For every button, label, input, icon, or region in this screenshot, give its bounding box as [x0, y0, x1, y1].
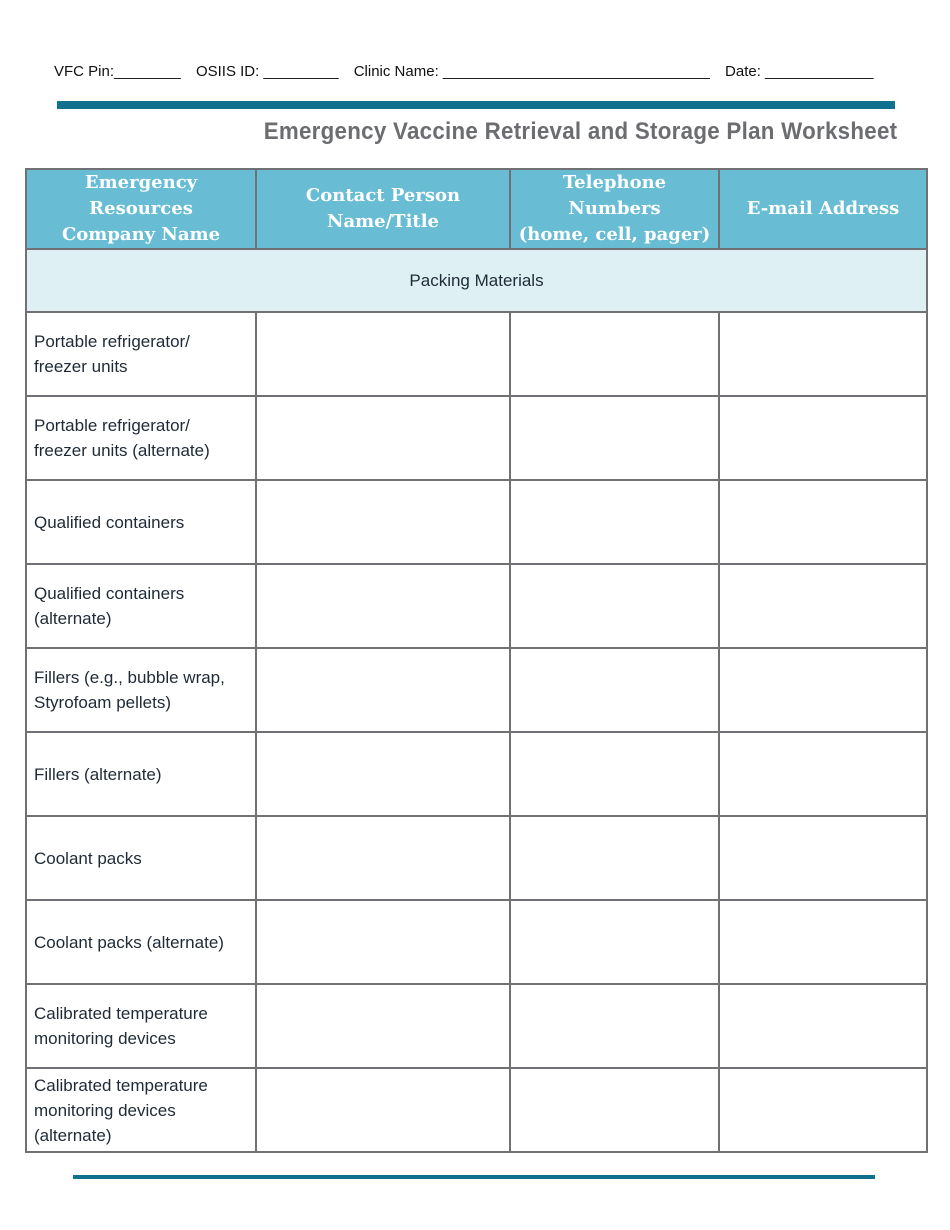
column-header-telephone: Telephone Numbers (home, cell, pager) — [510, 169, 719, 249]
table-row — [26, 1068, 927, 1152]
form-header-fields — [54, 63, 914, 85]
table-row — [26, 480, 927, 564]
email-cell[interactable] — [719, 564, 927, 648]
row-label: Calibrated temperature monitoring devices — [26, 984, 256, 1068]
resources-table — [25, 168, 928, 1153]
column-header-company: Emergency Resources Company Name — [26, 169, 256, 249]
bottom-divider — [73, 1175, 875, 1179]
clinic-name-field[interactable]: Clinic Name: ________________________________ — [353, 63, 710, 80]
telephone-cell[interactable] — [510, 732, 719, 816]
row-label: Coolant packs (alternate) — [26, 900, 256, 984]
top-divider — [57, 101, 895, 109]
telephone-cell[interactable] — [510, 396, 719, 480]
contact-cell[interactable] — [256, 984, 510, 1068]
email-cell[interactable] — [719, 732, 927, 816]
contact-cell[interactable] — [256, 732, 510, 816]
contact-cell[interactable] — [256, 396, 510, 480]
contact-cell[interactable] — [256, 480, 510, 564]
date-field[interactable]: Date: _____________ — [725, 63, 874, 80]
column-header-email: E-mail Address — [719, 169, 927, 249]
table-row — [26, 564, 927, 648]
row-label: Portable refrigerator/ freezer units (alternate) — [26, 396, 256, 480]
email-cell[interactable] — [719, 900, 927, 984]
email-cell[interactable] — [719, 396, 927, 480]
telephone-cell[interactable] — [510, 564, 719, 648]
row-label: Portable refrigerator/ freezer units — [26, 312, 256, 396]
email-cell[interactable] — [719, 1068, 927, 1152]
worksheet-title: Emergency Vaccine Retrieval and Storage Plan Worksheet — [263, 118, 897, 145]
table-row — [26, 816, 927, 900]
email-cell[interactable] — [719, 816, 927, 900]
email-cell[interactable] — [719, 312, 927, 396]
telephone-cell[interactable] — [510, 1068, 719, 1152]
telephone-cell[interactable] — [510, 900, 719, 984]
row-label: Coolant packs — [26, 816, 256, 900]
row-label: Qualified containers (alternate) — [26, 564, 256, 648]
column-header-contact: Contact Person Name/Title — [256, 169, 510, 249]
contact-cell[interactable] — [256, 900, 510, 984]
row-label: Fillers (e.g., bubble wrap, Styrofoam pellets) — [26, 648, 256, 732]
vfc-pin-field[interactable]: VFC Pin:________ — [54, 63, 181, 80]
contact-cell[interactable] — [256, 816, 510, 900]
row-label: Qualified containers — [26, 480, 256, 564]
table-row — [26, 984, 927, 1068]
table-row — [26, 648, 927, 732]
email-cell[interactable] — [719, 480, 927, 564]
contact-cell[interactable] — [256, 648, 510, 732]
email-cell[interactable] — [719, 984, 927, 1068]
table-row — [26, 900, 927, 984]
osiis-id-field[interactable]: OSIIS ID: _________ — [195, 63, 339, 80]
section-label: Packing Materials — [26, 249, 927, 312]
contact-cell[interactable] — [256, 312, 510, 396]
telephone-cell[interactable] — [510, 816, 719, 900]
telephone-cell[interactable] — [510, 984, 719, 1068]
row-label: Fillers (alternate) — [26, 732, 256, 816]
telephone-cell[interactable] — [510, 312, 719, 396]
table-row — [26, 312, 927, 396]
section-row — [26, 249, 927, 312]
telephone-cell[interactable] — [510, 648, 719, 732]
contact-cell[interactable] — [256, 564, 510, 648]
table-header-row — [26, 169, 927, 249]
contact-cell[interactable] — [256, 1068, 510, 1152]
telephone-cell[interactable] — [510, 480, 719, 564]
row-label: Calibrated temperature monitoring devices (alternate) — [26, 1068, 256, 1152]
table-row — [26, 396, 927, 480]
table-row — [26, 732, 927, 816]
email-cell[interactable] — [719, 648, 927, 732]
